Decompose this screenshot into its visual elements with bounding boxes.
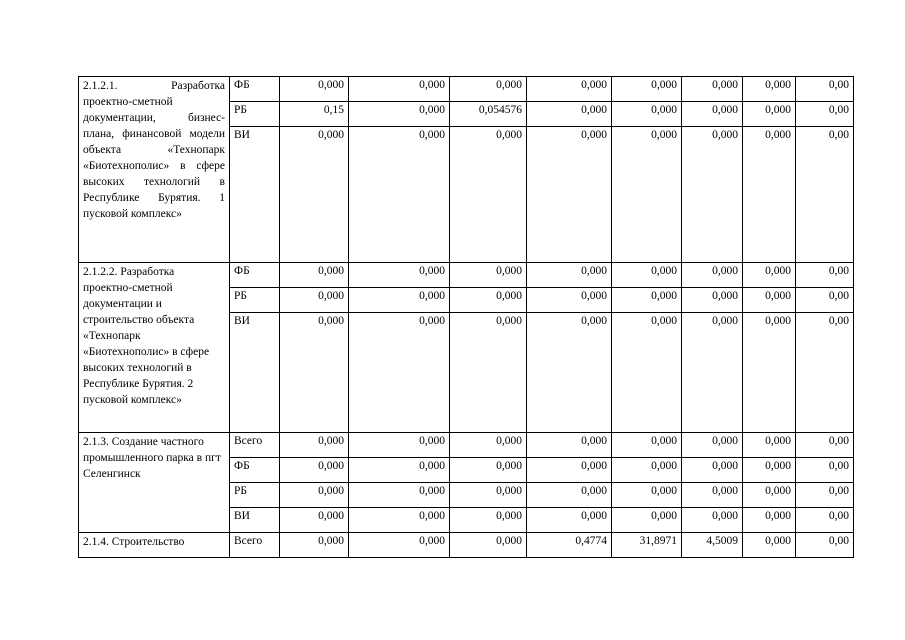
funding-source-cell: ВИ bbox=[230, 508, 280, 533]
value-cell: 0,000 bbox=[527, 263, 612, 288]
value-cell: 0,000 bbox=[682, 288, 743, 313]
value-cell: 0,000 bbox=[349, 263, 450, 288]
value-cell: 0,000 bbox=[349, 458, 450, 483]
value-cell: 0,00 bbox=[796, 533, 854, 558]
item-name-cell: 2.1.2.2. Разработка проектно-сметной документации и строительство объекта «Технопарк «Биотехнополис» в сфере высоких технологий в Республике Бурятия. 2 пусковой комплекс» bbox=[79, 263, 230, 433]
value-cell: 0,000 bbox=[280, 483, 349, 508]
funding-source-cell: ВИ bbox=[230, 127, 280, 263]
funding-source-cell: ФБ bbox=[230, 77, 280, 102]
value-cell: 0,000 bbox=[349, 102, 450, 127]
value-cell: 0,000 bbox=[743, 508, 796, 533]
value-cell: 0,000 bbox=[682, 102, 743, 127]
funding-source-cell: РБ bbox=[230, 483, 280, 508]
value-cell: 0,000 bbox=[527, 77, 612, 102]
funding-source-cell: Всего bbox=[230, 433, 280, 458]
value-cell: 0,000 bbox=[527, 508, 612, 533]
value-cell: 0,000 bbox=[349, 127, 450, 263]
value-cell: 0,00 bbox=[796, 102, 854, 127]
value-cell: 0,000 bbox=[450, 458, 527, 483]
value-cell: 0,000 bbox=[527, 458, 612, 483]
item-name-cell: 2.1.4. Строительство bbox=[79, 533, 230, 558]
value-cell: 0,000 bbox=[280, 77, 349, 102]
value-cell: 0,000 bbox=[349, 313, 450, 433]
value-cell: 0,000 bbox=[527, 127, 612, 263]
value-cell: 0,054576 bbox=[450, 102, 527, 127]
value-cell: 0,000 bbox=[527, 102, 612, 127]
value-cell: 0,000 bbox=[682, 508, 743, 533]
value-cell: 0,000 bbox=[450, 483, 527, 508]
value-cell: 0,00 bbox=[796, 433, 854, 458]
table-row bbox=[79, 77, 854, 102]
value-cell: 0,000 bbox=[743, 127, 796, 263]
value-cell: 0,4774 bbox=[527, 533, 612, 558]
value-cell: 0,000 bbox=[450, 508, 527, 533]
value-cell: 0,000 bbox=[612, 313, 682, 433]
value-cell: 0,000 bbox=[349, 77, 450, 102]
value-cell: 0,000 bbox=[682, 433, 743, 458]
value-cell: 0,000 bbox=[349, 508, 450, 533]
value-cell: 0,000 bbox=[682, 313, 743, 433]
funding-source-cell: РБ bbox=[230, 102, 280, 127]
value-cell: 0,00 bbox=[796, 508, 854, 533]
value-cell: 0,000 bbox=[743, 313, 796, 433]
value-cell: 0,000 bbox=[612, 458, 682, 483]
value-cell: 0,000 bbox=[349, 483, 450, 508]
value-cell: 0,000 bbox=[450, 288, 527, 313]
value-cell: 31,8971 bbox=[612, 533, 682, 558]
value-cell: 4,5009 bbox=[682, 533, 743, 558]
value-cell: 0,000 bbox=[612, 483, 682, 508]
table-body bbox=[79, 77, 854, 558]
value-cell: 0,000 bbox=[682, 77, 743, 102]
value-cell: 0,000 bbox=[280, 433, 349, 458]
value-cell: 0,000 bbox=[450, 533, 527, 558]
value-cell: 0,000 bbox=[280, 288, 349, 313]
value-cell: 0,000 bbox=[527, 483, 612, 508]
value-cell: 0,000 bbox=[527, 433, 612, 458]
value-cell: 0,000 bbox=[612, 508, 682, 533]
value-cell: 0,000 bbox=[743, 263, 796, 288]
value-cell: 0,000 bbox=[349, 288, 450, 313]
value-cell: 0,000 bbox=[450, 127, 527, 263]
table-row bbox=[79, 263, 854, 288]
value-cell: 0,000 bbox=[743, 288, 796, 313]
value-cell: 0,000 bbox=[349, 433, 450, 458]
value-cell: 0,000 bbox=[450, 77, 527, 102]
value-cell: 0,00 bbox=[796, 127, 854, 263]
value-cell: 0,000 bbox=[280, 263, 349, 288]
value-cell: 0,000 bbox=[450, 263, 527, 288]
value-cell: 0,000 bbox=[612, 433, 682, 458]
value-cell: 0,000 bbox=[612, 288, 682, 313]
value-cell: 0,00 bbox=[796, 458, 854, 483]
value-cell: 0,000 bbox=[527, 313, 612, 433]
table-row bbox=[79, 433, 854, 458]
funding-source-cell: ФБ bbox=[230, 263, 280, 288]
value-cell: 0,000 bbox=[612, 77, 682, 102]
funding-source-cell: Всего bbox=[230, 533, 280, 558]
item-name-cell: 2.1.2.1. Разработка проектно-сметной документации, бизнес-плана, финансовой модели объекта «Технопарк «Биотехнополис» в сфере высоких технологий в Республике Бурятия. 1 пусковой комплекс» bbox=[79, 77, 230, 263]
value-cell: 0,000 bbox=[743, 77, 796, 102]
value-cell: 0,000 bbox=[527, 288, 612, 313]
value-cell: 0,000 bbox=[743, 102, 796, 127]
value-cell: 0,000 bbox=[450, 313, 527, 433]
value-cell: 0,000 bbox=[349, 533, 450, 558]
value-cell: 0,000 bbox=[280, 508, 349, 533]
value-cell: 0,000 bbox=[280, 313, 349, 433]
value-cell: 0,00 bbox=[796, 263, 854, 288]
value-cell: 0,000 bbox=[743, 533, 796, 558]
value-cell: 0,000 bbox=[682, 263, 743, 288]
funding-source-cell: ФБ bbox=[230, 458, 280, 483]
value-cell: 0,00 bbox=[796, 483, 854, 508]
value-cell: 0,000 bbox=[612, 102, 682, 127]
value-cell: 0,000 bbox=[743, 433, 796, 458]
value-cell: 0,000 bbox=[743, 458, 796, 483]
value-cell: 0,000 bbox=[682, 458, 743, 483]
value-cell: 0,000 bbox=[280, 127, 349, 263]
value-cell: 0,000 bbox=[612, 127, 682, 263]
value-cell: 0,00 bbox=[796, 77, 854, 102]
value-cell: 0,000 bbox=[743, 483, 796, 508]
value-cell: 0,15 bbox=[280, 102, 349, 127]
table-row bbox=[79, 533, 854, 558]
value-cell: 0,000 bbox=[682, 127, 743, 263]
value-cell: 0,00 bbox=[796, 288, 854, 313]
item-name-cell: 2.1.3. Создание частного промышленного парка в пгт Селенгинск bbox=[79, 433, 230, 533]
funding-source-cell: ВИ bbox=[230, 313, 280, 433]
value-cell: 0,000 bbox=[682, 483, 743, 508]
value-cell: 0,000 bbox=[280, 533, 349, 558]
value-cell: 0,000 bbox=[450, 433, 527, 458]
value-cell: 0,000 bbox=[612, 263, 682, 288]
value-cell: 0,00 bbox=[796, 313, 854, 433]
value-cell: 0,000 bbox=[280, 458, 349, 483]
budget-table bbox=[78, 76, 854, 558]
funding-source-cell: РБ bbox=[230, 288, 280, 313]
